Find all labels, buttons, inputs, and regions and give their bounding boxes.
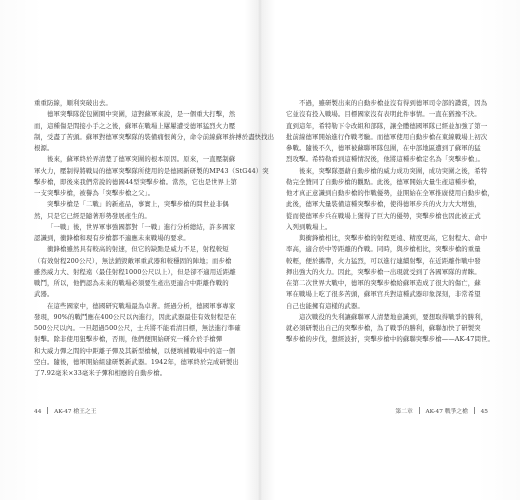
text-line: 與衝鋒槍相比，突擊步槍的射程更遠、精度更高，它射程大、命中 <box>299 234 488 242</box>
left-page-body <box>34 98 275 379</box>
right-page-body <box>286 98 494 346</box>
text-line: 和大威力彈之間的中距離子彈及其新型槍械，以便填補戰場中的這一個 <box>34 346 236 355</box>
text-line: 發現，90%的戰鬥應在400公尺以內進行，因此武器最佳有效射程是在 <box>34 312 237 321</box>
text-line: 突擊步槍是「二戰」的新產品，事實上，突擊步槍的問世並非偶 <box>47 200 229 209</box>
text-line: 率高，適合於中等距離的作戰。同時，與步槍相比，突擊步槍的重量 <box>286 245 481 254</box>
text-line: 從而使德軍步兵在戰場上獲得了巨大的優勢，突擊步槍也因此被正式 <box>286 211 481 220</box>
text-line: 較輕，便於攜帶，火力猛烈，可以進行連續射擊，在近距離作戰中發 <box>286 256 481 265</box>
text-line: （有效射程200公尺），無法銷毀敵軍重武器和較穩固的陣地；而步槍 <box>34 256 232 265</box>
text-line: 入列到戰場上。 <box>286 222 332 231</box>
text-line: 制，受盡了苦頭。蘇軍對德軍突擊隊的裝備痛恨萬分，命令前線蘇軍拚搏於盡快找出 <box>34 132 275 141</box>
text-line: 直到這年，希特勒下令改組和部隊，讓全體德國軍隊已經並加強了第一 <box>286 121 488 130</box>
text-line: 雖然威力大、射程遠（最佳射程1000公尺以上），但是卻不適用近距離 <box>34 267 236 276</box>
text-line: 參戰。隨後不久，德軍被蘇聯軍隊包圍，在中部地區遭到了蘇軍的猛 <box>286 144 481 152</box>
text-line: 衝鋒槍雖然具有較高的射速，但它的缺點是威力不足，射程較短 <box>47 245 229 254</box>
footer-divider <box>47 407 48 414</box>
text-line: 自己也能擁有這樣的武器。 <box>286 301 364 310</box>
text-line: 然，只是它已經是隨著形勢發展產生的。 <box>34 211 151 220</box>
page-number: 44 <box>34 409 42 415</box>
running-title: AK-47 戰爭之槍 <box>425 409 468 415</box>
text-line: 射擊。除非使用狙擊步槍，否則，他們便開始研究一種介於手槍彈 <box>34 335 223 344</box>
footer-divider <box>419 407 420 414</box>
left-page-footer <box>34 406 97 415</box>
right-page-footer <box>395 406 488 415</box>
text-line: 而，這種傷是間接小手之之後，蘇軍在戰場上屢屢遭受德軍猛烈火力壓 <box>34 121 236 130</box>
text-line: 「一戰」後，世界軍事強國都對「一戰」進行分析總結，許多國家 <box>47 222 236 231</box>
text-line: 戰鬥，所以，他們認為未來的戰場必須要生產出更適合中距離作戰的 <box>34 279 229 287</box>
text-line: 勒完全贊同了自動步槍的觀點。此後，德軍開始大量生產這種步槍， <box>286 177 481 186</box>
text-line: 一支突擊步槍，被譽為「突擊步槍之父」。 <box>34 189 155 197</box>
text-line: 在第二次世界大戰中，德軍的突擊步槍給蘇軍造成了很大的傷亡，蘇 <box>286 279 481 287</box>
text-line: 德軍突擊隊從包圍圈中突圍，這對蘇軍來說，是一個重大打擊，然 <box>47 110 236 119</box>
chapter-label: 第二章 <box>395 409 413 415</box>
text-line: 後來，蘇軍終於弄清楚了德軍突圍的根本原因。原來，一直壓制蘇 <box>47 155 236 164</box>
text-line: 在這些國家中，德國研究戰場最為卓著。經過分析，德國軍事專家 <box>47 301 236 310</box>
footer-divider <box>474 407 475 414</box>
text-line: 揮出強大的火力。因此，突擊步槍一出現就受到了各國軍隊的青睞。 <box>286 267 481 276</box>
text-line: 認識到，衝鋒槍和現有步槍都不適應未來戰場的要求。 <box>34 234 190 242</box>
text-line: 重重防線，順利突破出去。 <box>34 99 112 107</box>
text-line: 擊步槍，即後來我們常說的德國44型突擊步槍。當然，它也是世界上第 <box>34 177 238 186</box>
text-line: 軍火力，壓制得將戰局的德軍突擊隊所使用的是德國新研製的MP43（StG44）突 <box>34 166 269 175</box>
text-line: 此後，德軍大量裝備這種突擊步槍，使得德軍步兵的火力大大增強， <box>286 200 481 209</box>
running-title: AK-47 槍王之王 <box>54 409 97 415</box>
text-line: 他才真正意識到自動步槍的作戰優勢，並開始在全軍推廣使用自動步槍， <box>286 189 494 197</box>
right-page <box>260 0 520 500</box>
text-line: 這次戰役的失利讓蘇聯軍人清楚地意識到，要想取得戰爭的勝利， <box>299 312 488 321</box>
text-line: 武器。 <box>34 290 54 299</box>
text-line: 了7.92毫米×33毫米子彈和相應的自動步槍。 <box>34 369 167 377</box>
text-line: 批前線德軍開始進行作戰考驗。而德軍使用自動步槍在東線戰場上初次 <box>286 132 488 141</box>
text-line: 烈攻擊。希特勒看到這種情況後，他將這種步槍定名為「突擊步槍」。 <box>286 155 485 164</box>
text-line: 就必須研製出自己的突擊步槍，為了戰爭的勝利，蘇聯加快了研製突 <box>286 324 481 332</box>
text-line: 不過，雖研製出來的自動步槍並沒有得到德軍司令部的讚賞，因為 <box>299 99 488 107</box>
text-line: 它並沒有投入戰場。目標國家沒有表明此件事情。一直在猶豫不決。 <box>286 110 481 119</box>
text-line: 後來，突擊隊憑藉自動步槍的威力成功突圍，成功突圍之後，希特 <box>299 166 488 175</box>
text-line: 500公尺以內。一旦超過500公尺，士兵將不能看清目標，無法進行準確 <box>34 324 241 332</box>
page-number: 45 <box>480 409 488 415</box>
text-line: 空白。隨後，德軍開始組建研製新武器。1942年，德軍終於完成研製出 <box>34 357 239 366</box>
text-line: 擊步槍的步伐，想經波折，突擊步槍中的蘇聯突擊步槍——AK-47問世。 <box>286 335 494 344</box>
text-line: 根源。 <box>34 144 54 152</box>
text-line: 軍在戰場上吃了很多苦頭，蘇軍官兵對這種武器印象深刻，非常希望 <box>286 290 481 299</box>
